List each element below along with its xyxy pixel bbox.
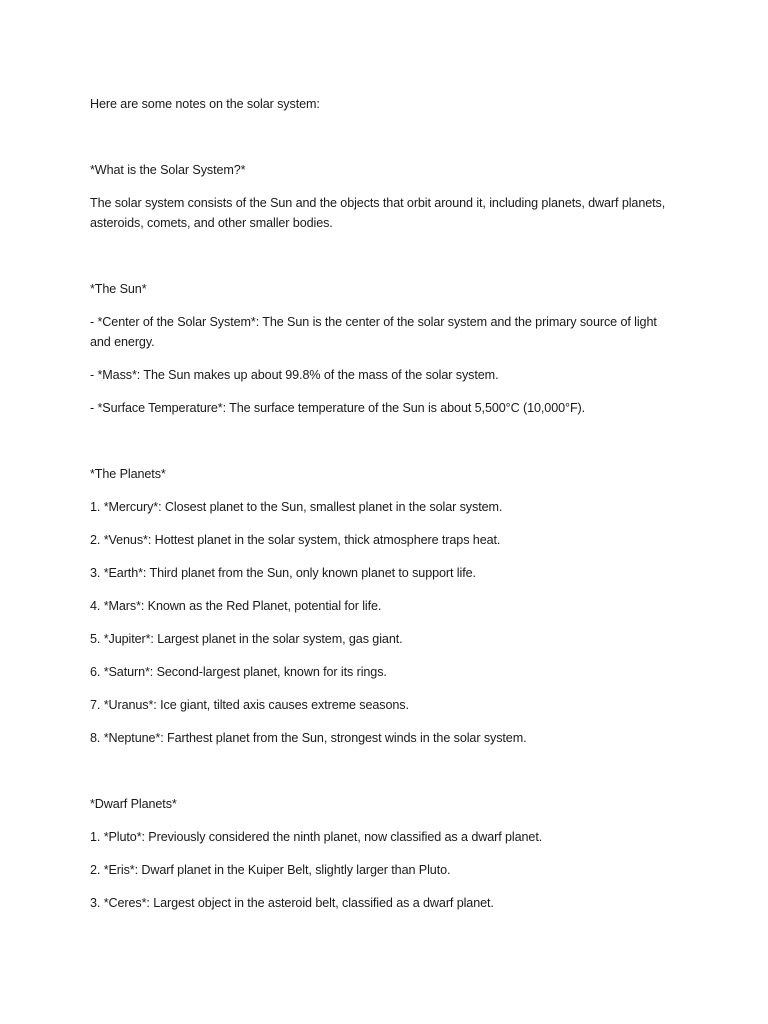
list-item: 1. *Pluto*: Previously considered the ninth planet, now classified as a dwarf planet.: [90, 830, 543, 844]
list-item: 3. *Earth*: Third planet from the Sun, only known planet to support life.: [90, 566, 476, 580]
list-item: 2. *Eris*: Dwarf planet in the Kuiper Belt, slightly larger than Pluto.: [90, 863, 451, 877]
list-item: 7. *Uranus*: Ice giant, tilted axis causes extreme seasons.: [90, 698, 409, 712]
bullet-item: - *Surface Temperature*: The surface temperature of the Sun is about 5,500°C (10,000°F).: [90, 401, 586, 415]
paragraph: The solar system consists of the Sun and the objects that orbit around it, including planets, dwarf planets, asteroids, comets, and other smaller bodies.: [90, 196, 666, 230]
list-item: 4. *Mars*: Known as the Red Planet, potential for life.: [90, 599, 382, 613]
bullet-item: - *Center of the Solar System*: The Sun is the center of the solar system and the primary source of light and energy.: [90, 315, 657, 349]
section-heading-planets: *The Planets*: [90, 467, 166, 481]
section-heading-sun: *The Sun*: [90, 282, 147, 296]
list-item: 6. *Saturn*: Second-largest planet, known for its rings.: [90, 665, 387, 679]
list-item: 1. *Mercury*: Closest planet to the Sun, smallest planet in the solar system.: [90, 500, 503, 514]
list-item: 2. *Venus*: Hottest planet in the solar system, thick atmosphere traps heat.: [90, 533, 501, 547]
document-body: [90, 94, 680, 926]
section-heading-dwarf-planets: *Dwarf Planets*: [90, 797, 177, 811]
list-item: 8. *Neptune*: Farthest planet from the Sun, strongest winds in the solar system.: [90, 731, 527, 745]
bullet-item: - *Mass*: The Sun makes up about 99.8% of the mass of the solar system.: [90, 368, 499, 382]
list-item: 5. *Jupiter*: Largest planet in the solar system, gas giant.: [90, 632, 403, 646]
intro-text: Here are some notes on the solar system:: [90, 97, 320, 111]
list-item: 3. *Ceres*: Largest object in the asteroid belt, classified as a dwarf planet.: [90, 896, 494, 910]
section-heading-solar-system: *What is the Solar System?*: [90, 163, 246, 177]
